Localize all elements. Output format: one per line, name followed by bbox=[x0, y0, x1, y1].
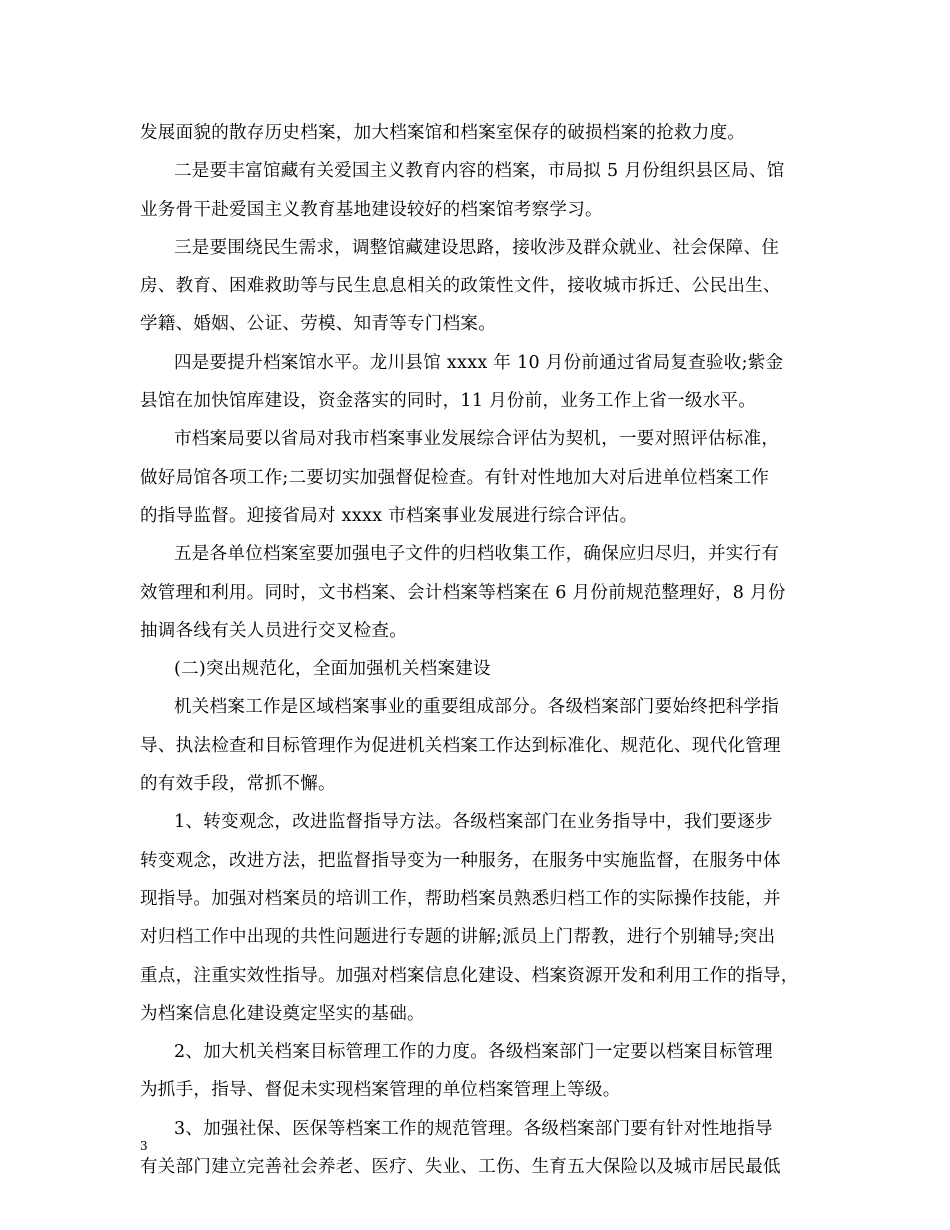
page-number: 3 bbox=[140, 1139, 148, 1153]
document-body bbox=[140, 114, 815, 1186]
text-line: 学籍、婚姻、公证、劳模、知青等专门档案。 bbox=[140, 314, 496, 335]
text-line: (二)突出规范化，全面加强机关档案建设 bbox=[174, 659, 491, 680]
text-line: 抽调各线有关人员进行交叉检查。 bbox=[140, 620, 407, 641]
text-line: 有关部门建立完善社会养老、医疗、失业、工伤、生育五大保险以及城市居民最低 bbox=[140, 1157, 781, 1178]
text-line: 为档案信息化建设奠定坚实的基础。 bbox=[140, 1003, 425, 1024]
text-line: 转变观念，改进方法，把监督指导变为一种服务，在服务中实施监督，在服务中体 bbox=[140, 850, 781, 871]
text-line: 2、加大机关档案目标管理工作的力度。各级档案部门一定要以档案目标管理 bbox=[174, 1042, 773, 1063]
text-line: 业务骨干赴爱国主义教育基地建设较好的档案馆考察学习。 bbox=[140, 199, 603, 220]
text-line: 的有效手段，常抓不懈。 bbox=[140, 774, 336, 795]
text-line: 1、转变观念，改进监督指导方法。各级档案部门在业务指导中，我们要逐步 bbox=[174, 812, 773, 833]
text-line: 三是要围绕民生需求，调整馆藏建设思路，接收涉及群众就业、社会保障、住 bbox=[174, 237, 780, 258]
text-line: 机关档案工作是区域档案事业的重要组成部分。各级档案部门要始终把科学指 bbox=[174, 697, 780, 718]
text-line: 房、教育、困难救助等与民生息息相关的政策性文件，接收城市拆迁、公民出生、 bbox=[140, 276, 781, 297]
text-line: 二是要丰富馆藏有关爱国主义教育内容的档案，市局拟 5 月份组织县区局、馆 bbox=[174, 161, 785, 182]
text-line: 县馆在加快馆库建设，资金落实的同时，11 月份前，业务工作上省一级水平。 bbox=[140, 391, 757, 412]
text-line: 现指导。加强对档案员的培训工作，帮助档案员熟悉归档工作的实际操作技能，并 bbox=[140, 888, 781, 909]
text-line: 效管理和利用。同时，文书档案、会计档案等档案在 6 月份前规范整理好，8 月份 bbox=[140, 582, 786, 603]
text-line: 3、加强社保、医保等档案工作的规范管理。各级档案部门要有针对性地指导 bbox=[174, 1118, 773, 1139]
text-line: 五是各单位档案室要加强电子文件的归档收集工作，确保应归尽归，并实行有 bbox=[174, 544, 780, 565]
text-line: 市档案局要以省局对我市档案事业发展综合评估为契机，一要对照评估标准， bbox=[174, 429, 780, 450]
text-line: 的指导监督。迎接省局对 xxxx 市档案事业发展进行综合评估。 bbox=[140, 505, 638, 526]
text-line: 发展面貌的散存历史档案，加大档案馆和档案室保存的破损档案的抢救力度。 bbox=[140, 123, 746, 143]
text-line: 对归档工作中出现的共性问题进行专题的讲解;派员上门帮教，进行个别辅导;突出 bbox=[140, 927, 776, 948]
text-line: 为抓手，指导、督促未实现档案管理的单位档案管理上等级。 bbox=[140, 1080, 621, 1101]
text-line: 重点，注重实效性指导。加强对档案信息化建设、档案资源开发和利用工作的指导， bbox=[140, 965, 799, 986]
text-line: 导、执法检查和目标管理作为促进机关档案工作达到标准化、规范化、现代化管理 bbox=[140, 735, 781, 756]
text-line: 四是要提升档案馆水平。龙川县馆 xxxx 年 10 月份前通过省局复查验收;紫金 bbox=[174, 352, 784, 373]
text-line: 做好局馆各项工作;二要切实加强督促检查。有针对性地加大对后进单位档案工作 bbox=[140, 467, 770, 488]
